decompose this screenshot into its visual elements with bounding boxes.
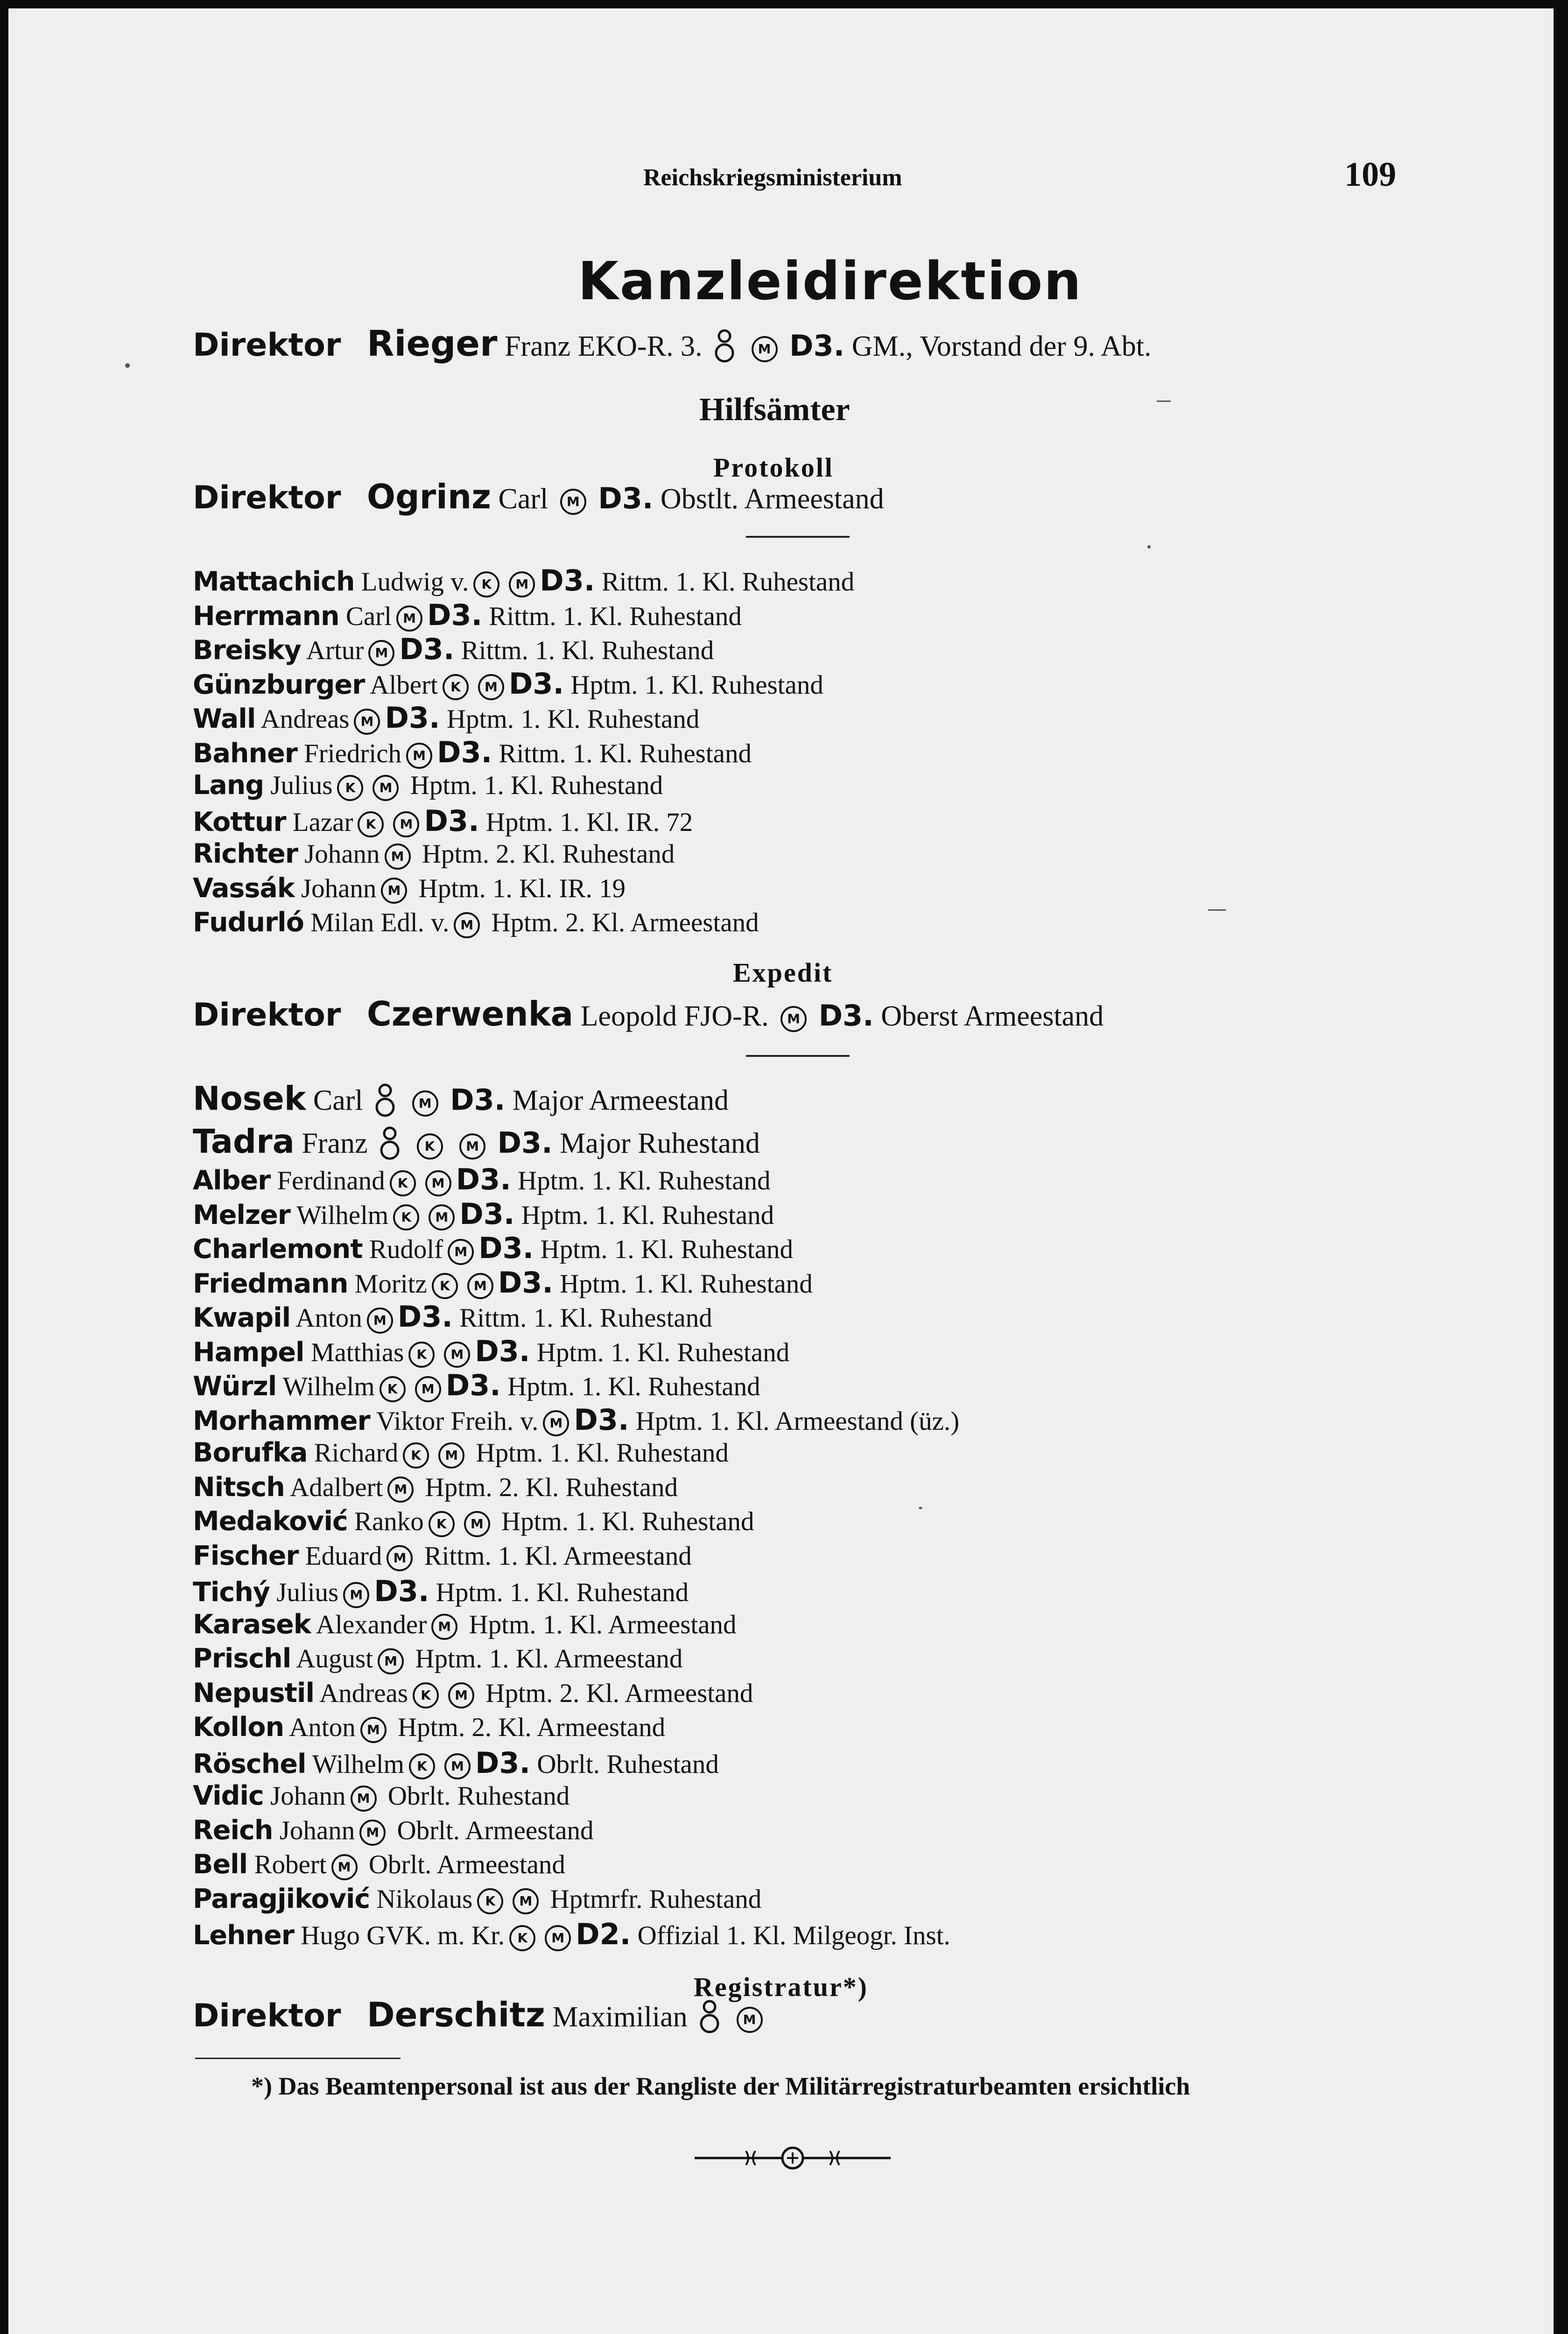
- m-symbol-icon: M: [467, 1273, 493, 1299]
- entry-tail: Hptm. 2. Kl. Armeestand: [491, 908, 759, 937]
- entry-given: Johann: [304, 839, 380, 869]
- entry-tail: Hptm. 1. Kl. Ruhestand: [570, 670, 823, 700]
- decoration-d3: D3.: [450, 1083, 506, 1117]
- k-symbol-icon: K: [443, 674, 469, 700]
- m-symbol-icon: M: [385, 844, 411, 870]
- entry-tail: Hptm. 1. Kl. Ruhestand: [560, 1269, 813, 1299]
- entry-nosek: [193, 1079, 729, 1125]
- decoration-d3: D3.: [508, 666, 564, 701]
- list-item: [193, 1814, 594, 1846]
- entry-surname: Medaković: [193, 1506, 348, 1537]
- entry-given: Albert: [370, 670, 438, 700]
- entry-surname: Vassák: [193, 872, 295, 904]
- entry-given: Artur: [306, 636, 364, 665]
- heading-protokoll: Protokoll: [713, 452, 834, 483]
- entry-tail: Hptm. 1. Kl. Ruhestand: [410, 771, 663, 800]
- entry-tail: Obrlt. Armeestand: [368, 1850, 565, 1879]
- role-label: Direktor: [193, 327, 341, 364]
- list-item: [193, 909, 759, 938]
- running-head: Reichskriegsministerium: [643, 164, 902, 191]
- decoration-d3: D3.: [475, 1334, 530, 1368]
- decoration-d3: D3.: [497, 1125, 553, 1160]
- entry-surname: Würzl: [193, 1371, 277, 1402]
- director-rest: Carl: [498, 483, 548, 515]
- entry-tail: Hptm. 2. Kl. Armeestand: [485, 1678, 753, 1708]
- entry-given: Julius: [270, 771, 333, 800]
- entry-tail: Hptm. 1. Kl. Armeestand: [415, 1644, 683, 1673]
- k-symbol-icon: K: [390, 1170, 416, 1196]
- entry-surname: Hampel: [193, 1336, 304, 1368]
- m-symbol-icon: M: [351, 1786, 377, 1812]
- list-item: [193, 1714, 665, 1743]
- m-symbol-icon: M: [406, 743, 432, 769]
- director-rest: Leopold FJO-R.: [580, 1000, 769, 1032]
- k-symbol-icon: K: [380, 1376, 406, 1402]
- entry-tail: Hptm. 1. Kl. Ruhestand: [476, 1438, 729, 1468]
- entry-tail: Hptm. 1. Kl. Ruhestand: [518, 1166, 771, 1195]
- entry-surname: Nitsch: [193, 1471, 285, 1503]
- entry-surname: Mattachich: [193, 566, 355, 597]
- entry-surname: Charlemont: [193, 1234, 363, 1265]
- entry-tail: Hptm. 2. Kl. Ruhestand: [425, 1472, 678, 1502]
- list-item: [193, 563, 855, 598]
- list-item: [193, 838, 675, 870]
- m-symbol-icon: M: [478, 674, 504, 700]
- m-symbol-icon: M: [360, 1717, 387, 1743]
- entry-given: Wilhelm: [312, 1749, 404, 1779]
- m-symbol-icon: M: [737, 2007, 763, 2033]
- entry-given: Julius: [276, 1578, 339, 1607]
- heading-registratur: Registratur*): [694, 1972, 869, 2002]
- m-symbol-icon: M: [381, 878, 407, 904]
- entry-tail: Hptm. 2. Kl. Armeestand: [398, 1713, 666, 1742]
- list-item: [193, 666, 823, 701]
- entry-given: Carl: [345, 601, 392, 631]
- m-symbol-icon: M: [464, 1511, 490, 1537]
- section-rule: [746, 1055, 850, 1057]
- protokoll-director-line: [193, 477, 884, 516]
- decoration-d3: D3.: [445, 1368, 501, 1402]
- list-item: [193, 1851, 565, 1880]
- entry-surname: Bell: [193, 1849, 248, 1880]
- entry-surname: Morhammer: [193, 1405, 370, 1436]
- m-symbol-icon: M: [359, 1820, 386, 1846]
- list-item: [193, 1402, 960, 1437]
- entry-tail: Major Ruhestand: [560, 1127, 760, 1160]
- entry-surname: Kollon: [193, 1712, 284, 1743]
- director-surname: Derschitz: [366, 1995, 545, 2034]
- entry-given: Hugo GVK. m. Kr.: [301, 1921, 505, 1950]
- entry-surname: Bahner: [193, 738, 297, 769]
- list-item: [193, 1917, 950, 1951]
- entry-given: Richard: [314, 1438, 399, 1468]
- entry-tail: Hptm. 1. Kl. Ruhestand: [501, 1507, 754, 1536]
- list-item: [193, 1745, 719, 1780]
- m-symbol-icon: M: [373, 775, 399, 801]
- entry-given: Milan Edl. v.: [310, 908, 450, 937]
- medal-icon: [714, 328, 735, 370]
- list-item: [193, 598, 742, 632]
- k-symbol-icon: K: [337, 775, 363, 801]
- decoration-d3: D3.: [437, 735, 492, 769]
- entry-given: Eduard: [305, 1541, 382, 1571]
- k-symbol-icon: K: [409, 1753, 435, 1779]
- entry-surname: Kwapil: [193, 1302, 291, 1333]
- entry-surname: Fischer: [193, 1540, 299, 1571]
- subtitle-hilfsaemter: Hilfsämter: [699, 392, 850, 428]
- list-item: [193, 735, 752, 769]
- entry-given: Ludwig v.: [361, 567, 469, 597]
- entry-tail: Obrlt. Ruhestand: [537, 1749, 719, 1779]
- m-symbol-icon: M: [444, 1342, 470, 1368]
- entry-surname: Borufka: [193, 1437, 308, 1468]
- entry-given: Johann: [279, 1815, 355, 1845]
- decoration-d3: D3.: [818, 998, 874, 1033]
- footnote: *) Das Beamtenpersonal ist aus der Rangliste der Militärregistraturbeamten ersichtlich: [251, 2072, 1190, 2100]
- m-symbol-icon: M: [393, 811, 419, 837]
- entry-given: Robert: [254, 1850, 327, 1879]
- scanned-page: [8, 8, 1554, 2334]
- m-symbol-icon: M: [368, 640, 394, 666]
- medal-icon: [699, 1998, 720, 2041]
- m-symbol-icon: M: [354, 709, 380, 735]
- m-symbol-icon: M: [387, 1545, 413, 1571]
- role-label: Direktor: [193, 997, 341, 1033]
- entry-tail: Hptm. 1. Kl. Armeestand (üz.): [635, 1406, 960, 1436]
- k-symbol-icon: K: [477, 1888, 503, 1914]
- scan-speck: [919, 1507, 922, 1509]
- m-symbol-icon: M: [448, 1239, 474, 1265]
- list-item: [193, 1302, 712, 1334]
- heading-expedit: Expedit: [733, 957, 833, 988]
- list-item: [193, 1677, 753, 1709]
- entry-tail: Major Armeestand: [512, 1084, 729, 1117]
- entry-tail: Hptm. 1. Kl. Ruhestand: [507, 1372, 760, 1401]
- director-rest: Maximilian: [552, 2001, 688, 2033]
- entry-given: Andreas: [319, 1678, 408, 1708]
- m-symbol-icon: M: [429, 1204, 455, 1230]
- entry-surname: Nepustil: [193, 1677, 314, 1708]
- list-item: [193, 1471, 678, 1503]
- list-item: [193, 632, 714, 666]
- entry-tail: Hptm. 2. Kl. Ruhestand: [422, 839, 675, 869]
- entry-surname: Alber: [193, 1165, 271, 1196]
- m-symbol-icon: M: [438, 1442, 464, 1469]
- entry-tail: Rittm. 1. Kl. Ruhestand: [499, 738, 752, 768]
- entry-tail: Hptm. 1. Kl. Ruhestand: [446, 704, 700, 734]
- entry-given: Carl: [313, 1084, 363, 1117]
- list-item: [193, 1265, 813, 1300]
- scan-speck: [1147, 545, 1151, 548]
- entry-tail: Obrlt. Ruhestand: [387, 1781, 570, 1811]
- decoration-d3: D3.: [385, 701, 440, 735]
- m-symbol-icon: M: [752, 336, 778, 362]
- footnote-rule: [195, 2058, 401, 2059]
- list-item: [193, 872, 626, 904]
- director-surname: Rieger: [366, 323, 498, 364]
- entry-given: Franz: [302, 1127, 368, 1160]
- page-number: 109: [1344, 155, 1396, 194]
- medal-icon: [375, 1082, 395, 1125]
- ornament-icon: [695, 2142, 891, 2177]
- list-item: [193, 1368, 760, 1402]
- entry-tail: Hptm. 1. Kl. IR. 19: [418, 873, 626, 903]
- decoration-d3: D3.: [498, 1265, 553, 1300]
- list-item: [193, 703, 699, 735]
- m-symbol-icon: M: [387, 1476, 414, 1503]
- entry-tail: Hptm. 1. Kl. IR. 72: [485, 807, 693, 837]
- section-rule: [746, 536, 850, 538]
- m-symbol-icon: M: [543, 1410, 569, 1436]
- entry-given: Alexander: [316, 1610, 427, 1639]
- entry-surname: Tichý: [193, 1577, 270, 1608]
- entry-given: Matthias: [310, 1337, 404, 1367]
- m-symbol-icon: M: [415, 1376, 441, 1402]
- list-item: [193, 1780, 570, 1812]
- entry-given: Nikolaus: [376, 1884, 473, 1914]
- entry-given: Anton: [295, 1303, 362, 1333]
- decoration-d3: D3.: [540, 563, 595, 598]
- m-symbol-icon: M: [780, 1006, 807, 1032]
- k-symbol-icon: K: [509, 1925, 535, 1951]
- director-tail: Obstlt. Armeestand: [660, 483, 884, 515]
- list-item: [193, 1540, 692, 1572]
- entry-surname: Prischl: [193, 1643, 291, 1674]
- m-symbol-icon: M: [509, 571, 535, 598]
- m-symbol-icon: M: [459, 1133, 485, 1160]
- decoration-d3: D3.: [456, 1162, 511, 1196]
- m-symbol-icon: M: [431, 1614, 457, 1640]
- list-item: [193, 1645, 682, 1674]
- medal-icon: [380, 1125, 400, 1167]
- role-label: Direktor: [193, 1997, 341, 2034]
- list-item: [193, 1334, 790, 1368]
- k-symbol-icon: K: [358, 811, 384, 837]
- entry-given: Johann: [270, 1781, 346, 1811]
- k-symbol-icon: K: [473, 571, 499, 598]
- entry-given: Ranko: [354, 1507, 424, 1536]
- entry-given: Viktor Freih. v.: [376, 1406, 539, 1436]
- entry-given: Wilhelm: [282, 1372, 375, 1401]
- k-symbol-icon: K: [429, 1511, 455, 1537]
- entry-tail: Rittm. 1. Kl. Ruhestand: [601, 567, 855, 597]
- m-symbol-icon: M: [412, 1090, 438, 1117]
- m-symbol-icon: M: [444, 1753, 471, 1779]
- entry-surname: Lehner: [193, 1920, 294, 1951]
- decoration-d3: D3.: [427, 598, 483, 632]
- entry-surname: Richter: [193, 838, 298, 869]
- list-item: [193, 1196, 774, 1231]
- decoration-d3: D3.: [598, 481, 654, 515]
- entry-tail: Offizial 1. Kl. Milgeogr. Inst.: [637, 1921, 950, 1950]
- decoration-d3: D3.: [424, 803, 479, 838]
- entry-surname: Röschel: [193, 1748, 306, 1779]
- m-symbol-icon: M: [448, 1682, 474, 1708]
- k-symbol-icon: K: [413, 1682, 439, 1708]
- entry-surname: Friedmann: [193, 1268, 348, 1299]
- m-symbol-icon: M: [331, 1854, 358, 1880]
- entry-given: Friedrich: [304, 738, 402, 768]
- entry-tail: Hptm. 1. Kl. Armeestand: [469, 1610, 737, 1639]
- m-symbol-icon: M: [545, 1925, 571, 1951]
- entry-given: Moritz: [354, 1269, 427, 1299]
- entry-tail: Hptm. 1. Kl. Ruhestand: [521, 1200, 774, 1230]
- list-item: [193, 1231, 794, 1265]
- entry-surname: Lang: [193, 770, 264, 801]
- m-symbol-icon: M: [378, 1648, 404, 1674]
- k-symbol-icon: K: [432, 1273, 458, 1299]
- m-symbol-icon: M: [560, 489, 586, 515]
- k-symbol-icon: K: [408, 1342, 435, 1368]
- entry-surname: Fudurló: [193, 907, 304, 938]
- registratur-director-line: [193, 1995, 767, 2041]
- entry-surname: Paragjiković: [193, 1883, 370, 1914]
- director-tail: GM., Vorstand der 9. Abt.: [851, 330, 1152, 362]
- entry-tail: Hptm. 1. Kl. Ruhestand: [540, 1235, 794, 1264]
- entry-tail: Rittm. 1. Kl. Ruhestand: [461, 636, 714, 665]
- scan-speck: [125, 363, 130, 368]
- list-item: [193, 772, 663, 801]
- entry-given: Andreas: [260, 704, 350, 734]
- director-rest: Franz EKO-R. 3.: [504, 330, 703, 362]
- decoration-d3: D2.: [576, 1917, 631, 1951]
- scan-speck: [1157, 401, 1171, 402]
- role-label: Direktor: [193, 479, 341, 516]
- m-symbol-icon: M: [396, 605, 422, 632]
- decoration-d3: D3.: [475, 1745, 531, 1780]
- list-item: [193, 803, 693, 838]
- decoration-d3: D3.: [399, 632, 455, 666]
- decoration-d3: D3.: [574, 1402, 629, 1437]
- entry-tail: Hptmrfr. Ruhestand: [550, 1884, 762, 1914]
- k-symbol-icon: K: [393, 1204, 419, 1230]
- list-item: [193, 1437, 729, 1469]
- m-symbol-icon: M: [425, 1170, 451, 1196]
- entry-given: Anton: [289, 1713, 356, 1742]
- entry-surname: Melzer: [193, 1199, 290, 1230]
- entry-tail: Rittm. 1. Kl. Ruhestand: [459, 1303, 712, 1333]
- entry-given: Lazar: [292, 807, 353, 837]
- director-tail: Oberst Armeestand: [881, 1000, 1104, 1032]
- entry-given: Rudolf: [369, 1235, 443, 1264]
- list-item: [193, 1574, 689, 1608]
- entry-surname: Wall: [193, 703, 256, 734]
- m-symbol-icon: M: [343, 1582, 369, 1608]
- entry-surname: Herrmann: [193, 600, 339, 632]
- entry-given: Johann: [301, 873, 377, 903]
- decoration-d3: D3.: [459, 1196, 515, 1231]
- entry-surname: Kottur: [193, 806, 286, 837]
- entry-surname: Tadra: [193, 1122, 295, 1161]
- list-item: [193, 1162, 771, 1196]
- entry-surname: Reich: [193, 1814, 273, 1846]
- entry-surname: Günzburger: [193, 669, 365, 700]
- list-item: [193, 1883, 762, 1915]
- m-symbol-icon: M: [367, 1308, 393, 1334]
- m-symbol-icon: M: [513, 1888, 539, 1914]
- entry-tadra: [193, 1122, 760, 1167]
- entry-tail: Rittm. 1. Kl. Armeestand: [424, 1541, 692, 1571]
- decoration-d3: D3.: [789, 329, 845, 363]
- scan-speck: [1208, 909, 1226, 911]
- entry-surname: Karasek: [193, 1609, 311, 1640]
- k-symbol-icon: K: [403, 1442, 429, 1469]
- director-surname: Ogrinz: [366, 477, 491, 516]
- entry-given: August: [296, 1644, 373, 1673]
- entry-tail: Hptm. 1. Kl. Ruhestand: [536, 1337, 790, 1367]
- director-main-line: [193, 323, 1152, 370]
- entry-given: Adalbert: [289, 1472, 383, 1502]
- entry-given: Wilhelm: [296, 1200, 389, 1230]
- k-symbol-icon: K: [417, 1133, 443, 1160]
- decoration-d3: D3.: [374, 1574, 429, 1608]
- decoration-d3: D3.: [478, 1231, 534, 1265]
- expedit-director-line: [193, 994, 1104, 1033]
- decoration-d3: D3.: [397, 1300, 453, 1334]
- entry-given: Ferdinand: [277, 1166, 385, 1195]
- entry-tail: Hptm. 1. Kl. Ruhestand: [436, 1578, 689, 1607]
- entry-tail: Rittm. 1. Kl. Ruhestand: [489, 601, 742, 631]
- page-title: Kanzleidirektion: [578, 251, 1083, 312]
- m-symbol-icon: M: [454, 912, 480, 938]
- entry-tail: Obrlt. Armeestand: [397, 1815, 594, 1845]
- entry-surname: Nosek: [193, 1079, 306, 1118]
- director-surname: Czerwenka: [366, 994, 574, 1033]
- list-item: [193, 1508, 754, 1537]
- entry-surname: Vidic: [193, 1780, 264, 1811]
- list-item: [193, 1611, 737, 1640]
- entry-surname: Breisky: [193, 635, 301, 666]
